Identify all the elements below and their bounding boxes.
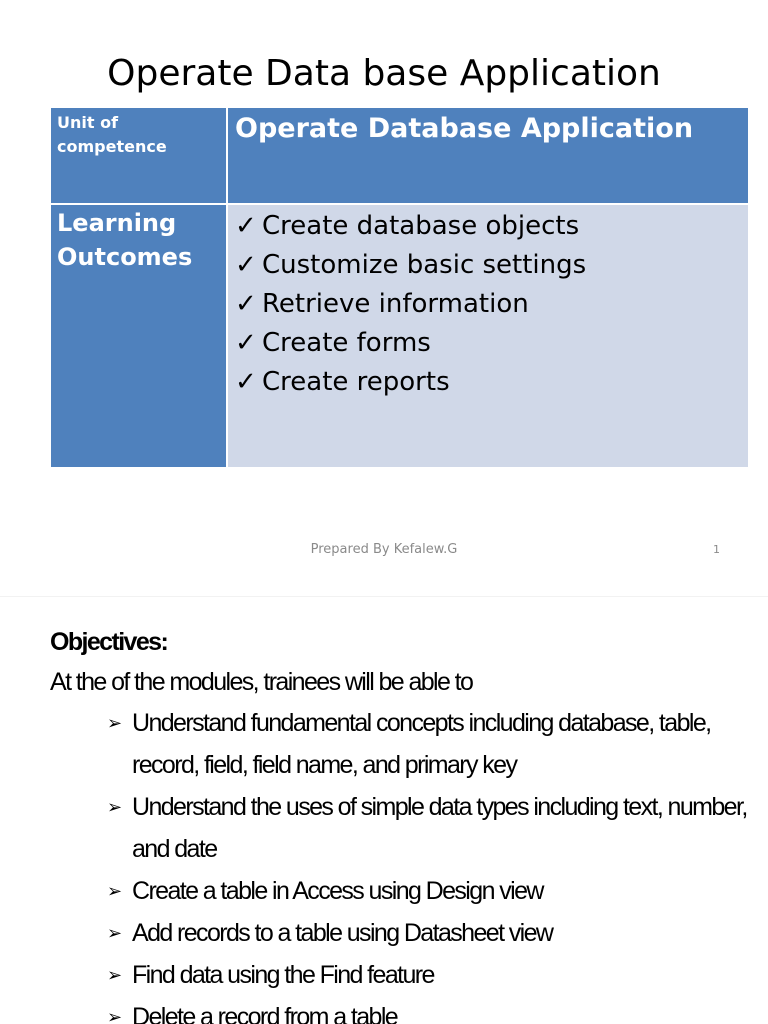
checkmark-icon: ✓	[235, 328, 257, 358]
learning-outcomes-label: Learning Outcomes	[51, 205, 226, 467]
checkmark-icon: ✓	[235, 211, 257, 241]
learning-outcome-text: Customize basic settings	[262, 250, 587, 280]
objective-text: Delete a record from a table	[132, 1003, 398, 1024]
checkmark-icon: ✓	[235, 289, 257, 319]
objectives-section	[50, 622, 755, 1024]
objective-text: Find data using the Find feature	[132, 961, 434, 989]
learning-outcome-text: Retrieve information	[262, 289, 529, 319]
arrow-bullet-icon: ➢	[107, 965, 123, 985]
objective-text: Understand the uses of simple data types including text, number, and date	[132, 793, 747, 863]
arrow-bullet-icon: ➢	[107, 713, 123, 733]
learning-outcome-item	[235, 285, 741, 324]
objective-item	[107, 996, 755, 1024]
slide-footer: Prepared By Kefalew.G	[310, 542, 458, 557]
objectives-heading: Objectives:	[50, 628, 168, 656]
objective-text: Understand fundamental concepts including database, table, record, field, field name, and primary key	[132, 709, 711, 779]
learning-outcome-text: Create forms	[262, 328, 431, 358]
slide-title: Operate Data base Application	[107, 53, 661, 94]
objective-text: Create a table in Access using Design view	[132, 877, 543, 905]
objectives-intro: At the of the modules, trainees will be able to	[50, 668, 473, 696]
learning-outcome-text: Create reports	[262, 367, 450, 397]
objective-item	[107, 870, 755, 912]
objective-item	[107, 954, 755, 996]
learning-outcome-item	[235, 363, 741, 402]
checkmark-icon: ✓	[235, 250, 257, 280]
objective-item	[107, 912, 755, 954]
learning-outcome-item	[235, 246, 741, 285]
objective-item	[107, 786, 755, 870]
arrow-bullet-icon: ➢	[107, 1007, 123, 1024]
checkmark-icon: ✓	[235, 367, 257, 397]
unit-of-competence-label: Unit of competence	[51, 108, 226, 203]
objective-text: Add records to a table using Datasheet view	[132, 919, 553, 947]
arrow-bullet-icon: ➢	[107, 923, 123, 943]
slide-divider	[0, 596, 768, 597]
arrow-bullet-icon: ➢	[107, 797, 123, 817]
learning-outcome-text: Create database objects	[262, 211, 580, 241]
learning-outcomes-list	[235, 207, 741, 402]
learning-outcomes-cell	[228, 205, 748, 467]
objective-item	[107, 702, 755, 786]
unit-of-competence-value: Operate Database Application	[228, 108, 748, 203]
objectives-list	[50, 702, 755, 1024]
arrow-bullet-icon: ➢	[107, 881, 123, 901]
slide-number: 1	[713, 543, 720, 556]
learning-outcome-item	[235, 207, 741, 246]
competence-table	[51, 108, 748, 467]
learning-outcome-item	[235, 324, 741, 363]
